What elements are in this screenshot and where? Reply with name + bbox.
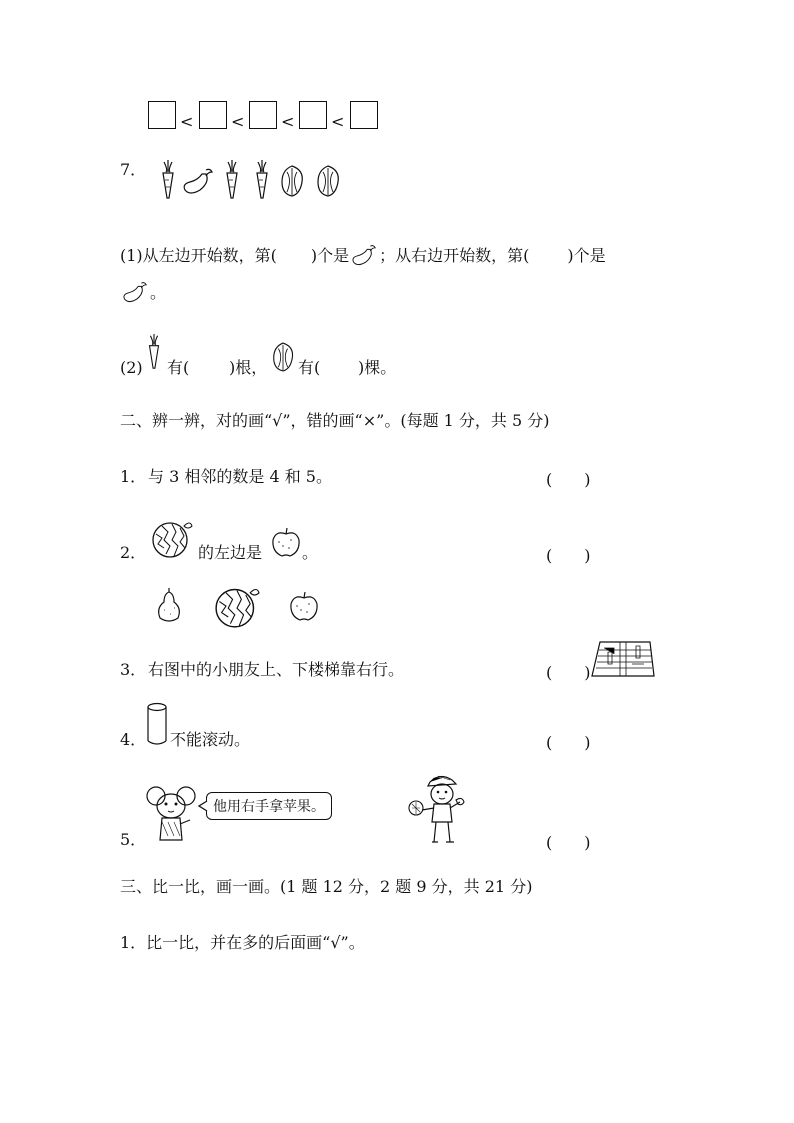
less-than-sign-3: < [281,112,295,131]
q7-part2-text-e: )棵。 [358,358,397,377]
eggplant-icon [120,280,150,304]
less-than-sign-1: < [180,112,194,131]
q7-part1-text-b: )个是 [310,246,350,265]
apple-icon [288,590,320,622]
s2-item2-answer-bracket[interactable]: ( ) [546,546,591,565]
speech-bubble-tail [198,800,208,812]
mouse-character-illustration [146,784,202,846]
staircase-illustration [590,638,656,678]
carrot-icon [252,160,272,200]
q7-part2-label: (2) [120,358,143,377]
cylinder-icon [146,702,168,746]
carrot-icon [222,160,242,200]
q7-part1-text-d: )个是 [567,246,606,265]
q7-part2-text-d: 有( [298,358,321,377]
section3-heading: 三、比一比，画一画。(1 题 12 分，2 题 9 分，共 21 分) [120,877,533,896]
q7-part1-line1 [120,243,606,267]
s2-item1-answer-bracket[interactable]: ( ) [546,470,591,489]
pear-icon [154,586,184,624]
q7-blank-4[interactable] [328,358,358,378]
s2-item3-text: 右图中的小朋友上、下楼梯靠右行。 [148,660,405,679]
q7-part1-text-e: 。 [150,283,167,302]
s2-item2-text-b: 。 [302,543,319,562]
s2-item4-answer-bracket[interactable]: ( ) [546,733,591,752]
answer-box-1[interactable] [148,101,176,129]
section2-heading: 二、辨一辨，对的画“√”，错的画“×”。(每题 1 分，共 5 分) [120,411,550,430]
answer-box-3[interactable] [249,101,277,129]
carrot-icon [145,332,163,372]
answer-box-2[interactable] [199,101,227,129]
speech-bubble-text: 他用右手拿苹果。 [213,799,325,815]
answer-box-5[interactable] [350,101,378,129]
less-than-sign-2: < [231,112,245,131]
q7-part2-text-c: )根， [229,358,268,377]
q7-blank-3[interactable] [197,358,227,378]
carrot-icon [158,160,178,200]
less-than-sign-4: < [331,112,345,131]
answer-box-4[interactable] [299,101,327,129]
section3-item1: 1．比一比，并在多的后面画“√”。 [120,933,365,952]
q7-part1-text-c: ；从右边开始数，第( [379,246,530,265]
s2-item5-number: 5． [120,830,147,849]
s2-item2-text-a: 的左边是 [198,543,263,562]
speech-bubble [206,792,332,820]
q7-part1-line2 [120,280,166,304]
eggplant-icon [349,243,379,267]
s2-item1-text: 与 3 相邻的数是 4 和 5。 [148,467,332,486]
s2-item3-answer-bracket[interactable]: ( ) [546,663,591,682]
s2-item3-number: 3． [120,660,147,679]
apple-icon [270,526,302,558]
s2-item1-number: 1． [120,467,147,486]
s2-item5-answer-bracket[interactable]: ( ) [546,833,591,852]
watermelon-icon [212,584,262,628]
cabbage-icon [270,340,296,374]
q7-part2-text-b: 有( [167,358,190,377]
eggplant-icon [182,166,214,196]
s2-item2-number: 2． [120,543,147,562]
watermelon-icon [150,518,194,558]
cabbage-icon [314,164,342,198]
s2-item4-text: 不能滚动。 [170,730,251,749]
q7-part1-text-a: (1)从左边开始数，第( [120,246,277,265]
cabbage-icon [278,164,306,198]
s2-item4-number: 4． [120,730,147,749]
q7-number: 7． [120,160,147,179]
boy-with-racket-illustration [406,772,474,846]
